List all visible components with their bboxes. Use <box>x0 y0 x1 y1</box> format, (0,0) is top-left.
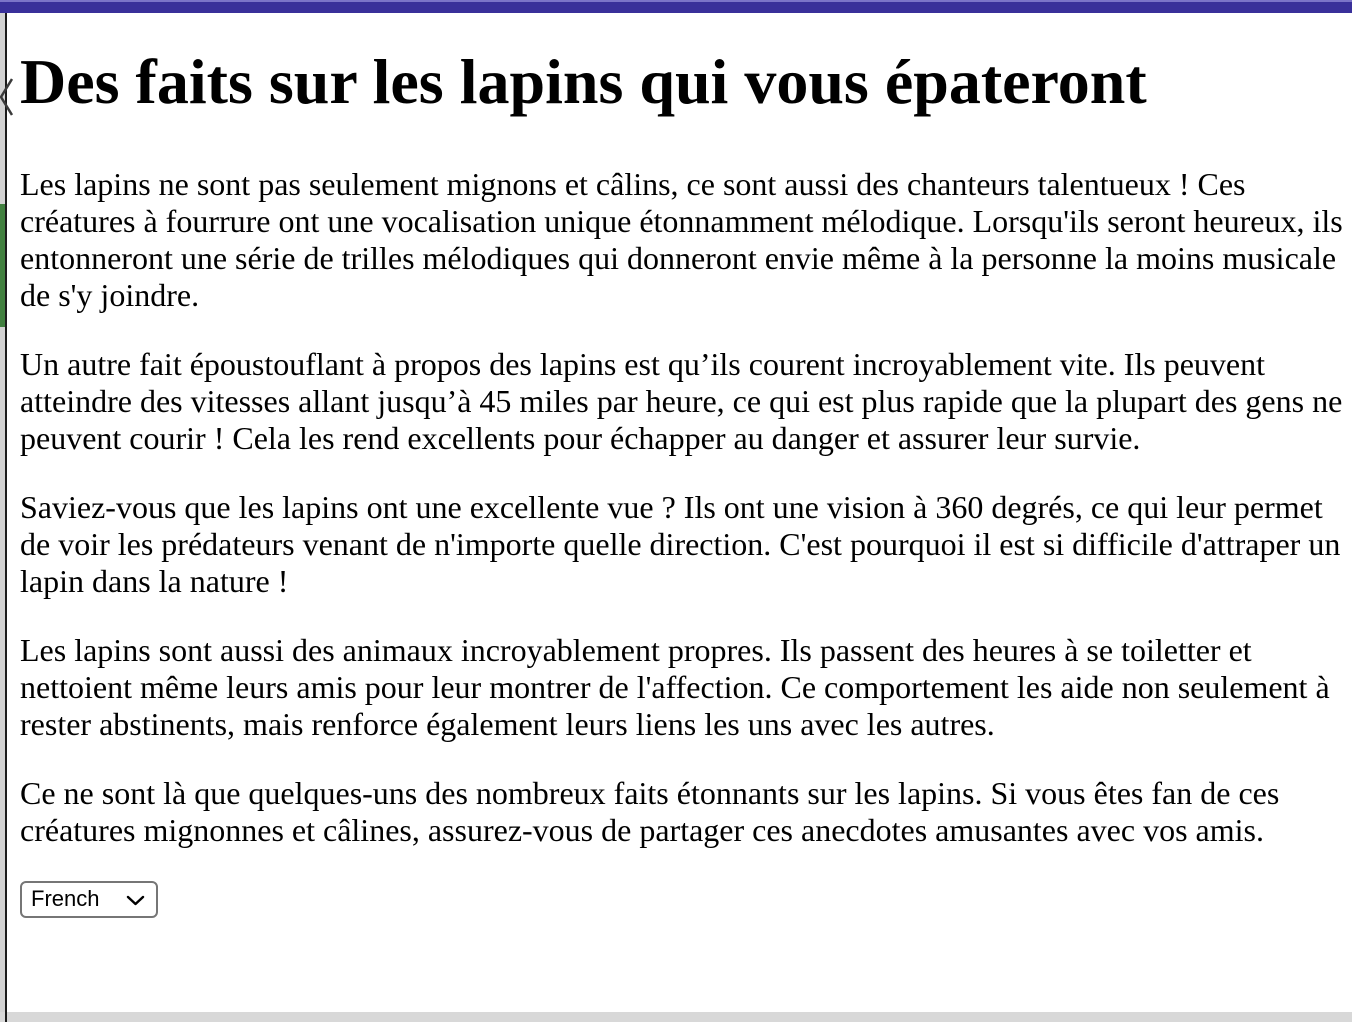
collapse-chevron-icon[interactable] <box>0 76 13 118</box>
language-select-wrap <box>20 881 158 918</box>
page-bottom-edge-strip <box>0 1012 1352 1022</box>
paragraph-grooming: Les lapins sont aussi des animaux incroyablement propres. Ils passent des heures à se toiletter et nettoient même leurs amis pour leur montrer de l'affection. Ce comportement les aide non seulement à rester abstinents, mais renforce également leurs liens les uns avec les autres. <box>20 632 1330 742</box>
page-top-strip <box>0 0 1352 13</box>
page-title: Des faits sur les lapins qui vous épateront <box>20 46 1147 117</box>
paragraph-vision: Saviez-vous que les lapins ont une excellente vue ? Ils ont une vision à 360 degrés, ce qui leur permet de voir les prédateurs venant de n'importe quelle direction. C'est pourquoi il est si difficile d'attraper un lapin dans la nature ! <box>20 489 1341 599</box>
panel-left-border <box>5 13 7 1022</box>
paragraph-speed: Un autre fait époustouflant à propos des lapins est qu’ils courent incroyablement vite. Ils peuvent atteindre des vitesses allant jusqu’à 45 miles par heure, ce qui est plus rapide que la plupart des gens ne peuvent courir ! Cela les rend excellents pour échapper au danger et assurer leur survie. <box>20 346 1343 456</box>
language-select[interactable] <box>20 881 158 918</box>
paragraph-closing: Ce ne sont là que quelques-uns des nombreux faits étonnants sur les lapins. Si vous êtes fan de ces créatures mignonnes et câlines, assurez-vous de partager ces anecdotes amusantes avec vos amis. <box>20 775 1280 848</box>
paragraph-singing: Les lapins ne sont pas seulement mignons et câlins, ce sont aussi des chanteurs talentueux ! Ces créatures à fourrure ont une vocalisation unique étonnamment mélodique. Lorsqu'ils seront heureux, ils entonneront une série de trilles mélodiques qui donneront envie même à la personne la moins musicale de s'y joindre. <box>20 166 1343 313</box>
article-panel <box>7 13 1352 1012</box>
